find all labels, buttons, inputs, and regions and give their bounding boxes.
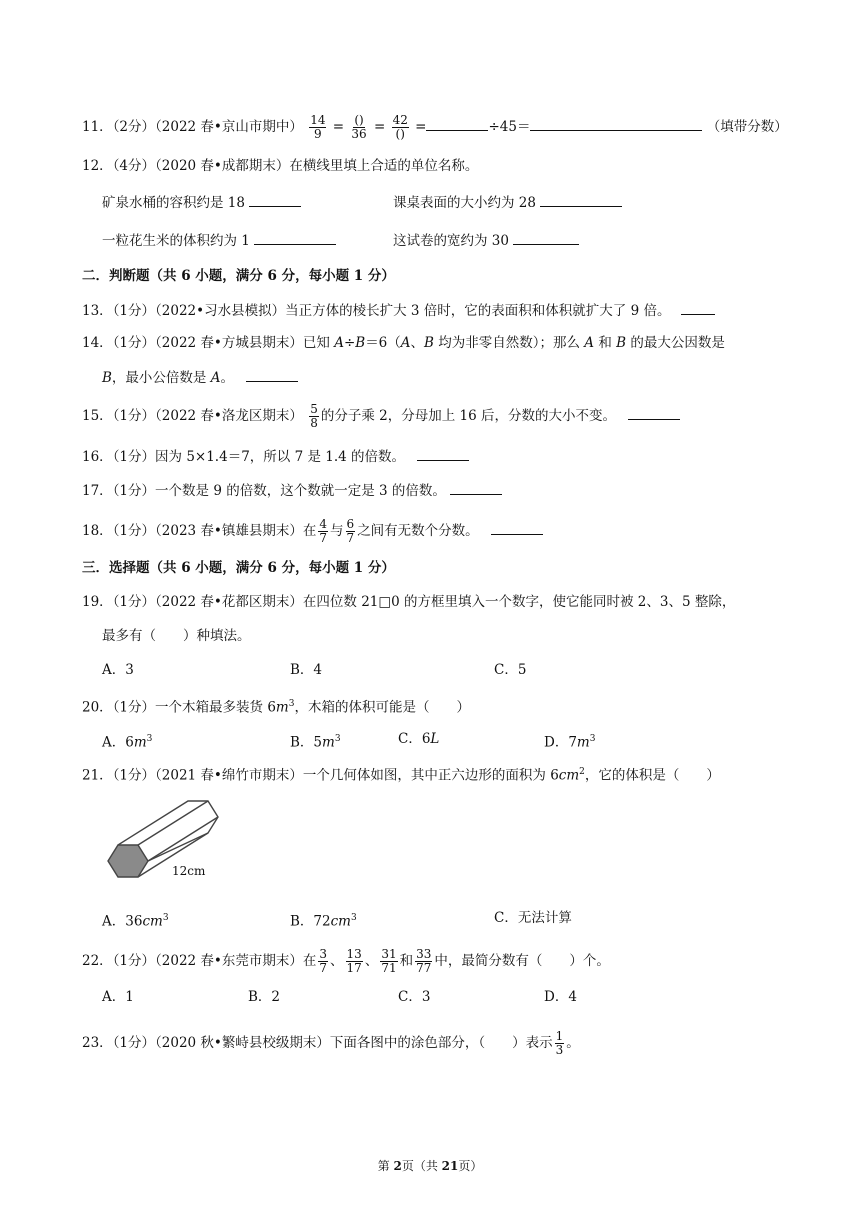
question-13: 13．（1分）（2022•习水县模拟）当正方体的棱长扩大 3 倍时，它的表面积和体积就扩大了 9 倍。 — [82, 300, 715, 321]
question-17: 17．（1分）一个数是 9 的倍数，这个数就一定是 3 的倍数。 — [82, 480, 502, 501]
question-19: 19．（1分）（2022 春•花都区期末）在四位数 21□0 的方框里填入一个数字，使它能同时被 2、3、5 整除， — [82, 594, 736, 610]
question-14: 14．（1分）（2022 春•方城县期末）已知 A÷B＝6（A、B 均为非零自然数）；那么 A 和 B 的最大公因数是 — [82, 335, 725, 351]
option-a[interactable]: A．$6m^3$ — [102, 734, 153, 751]
answer-blank[interactable] — [513, 230, 579, 245]
section-heading: 二．判断题（共 6 小题，满分 6 分，每小题 1 分） — [82, 268, 395, 284]
fraction: $\frac{()}{36}$ — [351, 113, 367, 141]
fraction: $\frac{3}{7}$ — [319, 947, 328, 975]
option-b[interactable]: B．$5m^3$ — [290, 734, 341, 751]
answer-blank[interactable] — [249, 192, 301, 207]
question-23: 23．（1分）（2020 秋•繁峙县校级期末）下面各图中的涂色部分，（ ）表示 $\frac{1}{3}$ 。 — [82, 1029, 580, 1057]
question-22: 22．（1分）（2022 春•东莞市期末）在 $\frac{3}{7}$ 、 $\frac{13}{17}$ 、 $\frac{31}{71}$ 和 $\frac{33}{77}$ 中，最简分数有（ ）个。 — [82, 947, 610, 975]
option-c[interactable]: C．3 — [398, 989, 431, 1005]
option-d[interactable]: D．$7m^3$ — [544, 734, 596, 751]
fraction: $\frac{5}{8}$ — [310, 402, 318, 430]
page-footer: 第 2页（共 21页） — [377, 1159, 483, 1173]
question-12: 12．（4分）（2020 春•成都期末）在横线里填上合适的单位名称。 — [82, 158, 479, 174]
section-heading: 三．选择题（共 6 小题，满分 6 分，每小题 1 分） — [82, 560, 395, 576]
question-12-d: 这试卷的宽约为 30 — [393, 230, 579, 251]
answer-blank[interactable] — [246, 367, 298, 382]
option-c[interactable]: C．5 — [494, 662, 527, 678]
option-a[interactable]: A．3 — [102, 662, 134, 678]
question-20: 20．（1分）一个木箱最多装货 $6m^3$，木箱的体积可能是（ ） — [82, 699, 470, 716]
answer-blank[interactable] — [491, 520, 543, 535]
question-18: 18．（1分）（2023 春•镇雄县期末）在 $\frac{4}{7}$ 与 $\frac{6}{7}$ 之间有无数个分数。 — [82, 518, 543, 545]
question-14-line2: B，最小公倍数是 A。 — [102, 367, 298, 388]
option-b[interactable]: B．$72cm^3$ — [290, 913, 357, 930]
option-d[interactable]: D．4 — [544, 989, 577, 1005]
hexagonal-prism-figure — [100, 795, 230, 895]
option-c[interactable]: C．无法计算 — [494, 910, 572, 926]
fraction: $\frac{4}{7}$ — [319, 517, 328, 545]
question-12-a: 矿泉水桶的容积约是 18 — [102, 192, 301, 213]
question-15: 15．（1分）（2022 春•洛龙区期末） $\frac{5}{8}$ 的分子乘 2，分母加上 16 后，分数的大小不变。 — [82, 403, 680, 430]
answer-blank[interactable] — [417, 446, 469, 461]
option-b[interactable]: B．4 — [290, 662, 323, 678]
option-c[interactable]: C．6L — [398, 731, 440, 747]
fraction: $\frac{31}{71}$ — [381, 947, 397, 975]
question-21: 21．（1分）（2021 春•绵竹市期末）一个几何体如图，其中正六边形的面积为 $6cm^2$，它的体积是（ ） — [82, 767, 720, 784]
option-b[interactable]: B．2 — [248, 989, 281, 1005]
fraction: $\frac{42}{()}$ — [392, 113, 408, 141]
answer-blank[interactable] — [628, 405, 680, 420]
fraction: $\frac{33}{77}$ — [416, 947, 432, 975]
answer-blank[interactable] — [426, 116, 488, 131]
option-a[interactable]: A．1 — [102, 989, 134, 1005]
answer-blank[interactable] — [254, 230, 336, 245]
fraction: $\frac{13}{17}$ — [346, 947, 362, 975]
answer-blank[interactable] — [540, 192, 622, 207]
answer-blank[interactable] — [681, 300, 715, 315]
question-11: 11．（2分）（2022 春•京山市期中） $\frac{14}{9}$ = $\frac{()}{36}$ = $\frac{42}{()}$ = ÷45＝ （填带分数） — [82, 113, 788, 141]
question-19-line2: 最多有（ ）种填法。 — [102, 628, 251, 644]
fraction: $\frac{1}{3}$ — [555, 1029, 564, 1057]
option-a[interactable]: A．$36cm^3$ — [102, 913, 169, 930]
length-label: 12cm — [172, 864, 206, 878]
question-12-c: 一粒花生米的体积约为 1 — [102, 230, 336, 251]
answer-blank[interactable] — [450, 480, 502, 495]
question-12-b: 课桌表面的大小约为 28 — [393, 192, 622, 213]
question-16: 16．（1分）因为 5×1.4＝7，所以 7 是 1.4 的倍数。 — [82, 446, 469, 467]
answer-blank[interactable] — [530, 116, 702, 131]
fraction: $\frac{6}{7}$ — [346, 517, 355, 545]
fraction: $\frac{14}{9}$ — [310, 113, 326, 141]
